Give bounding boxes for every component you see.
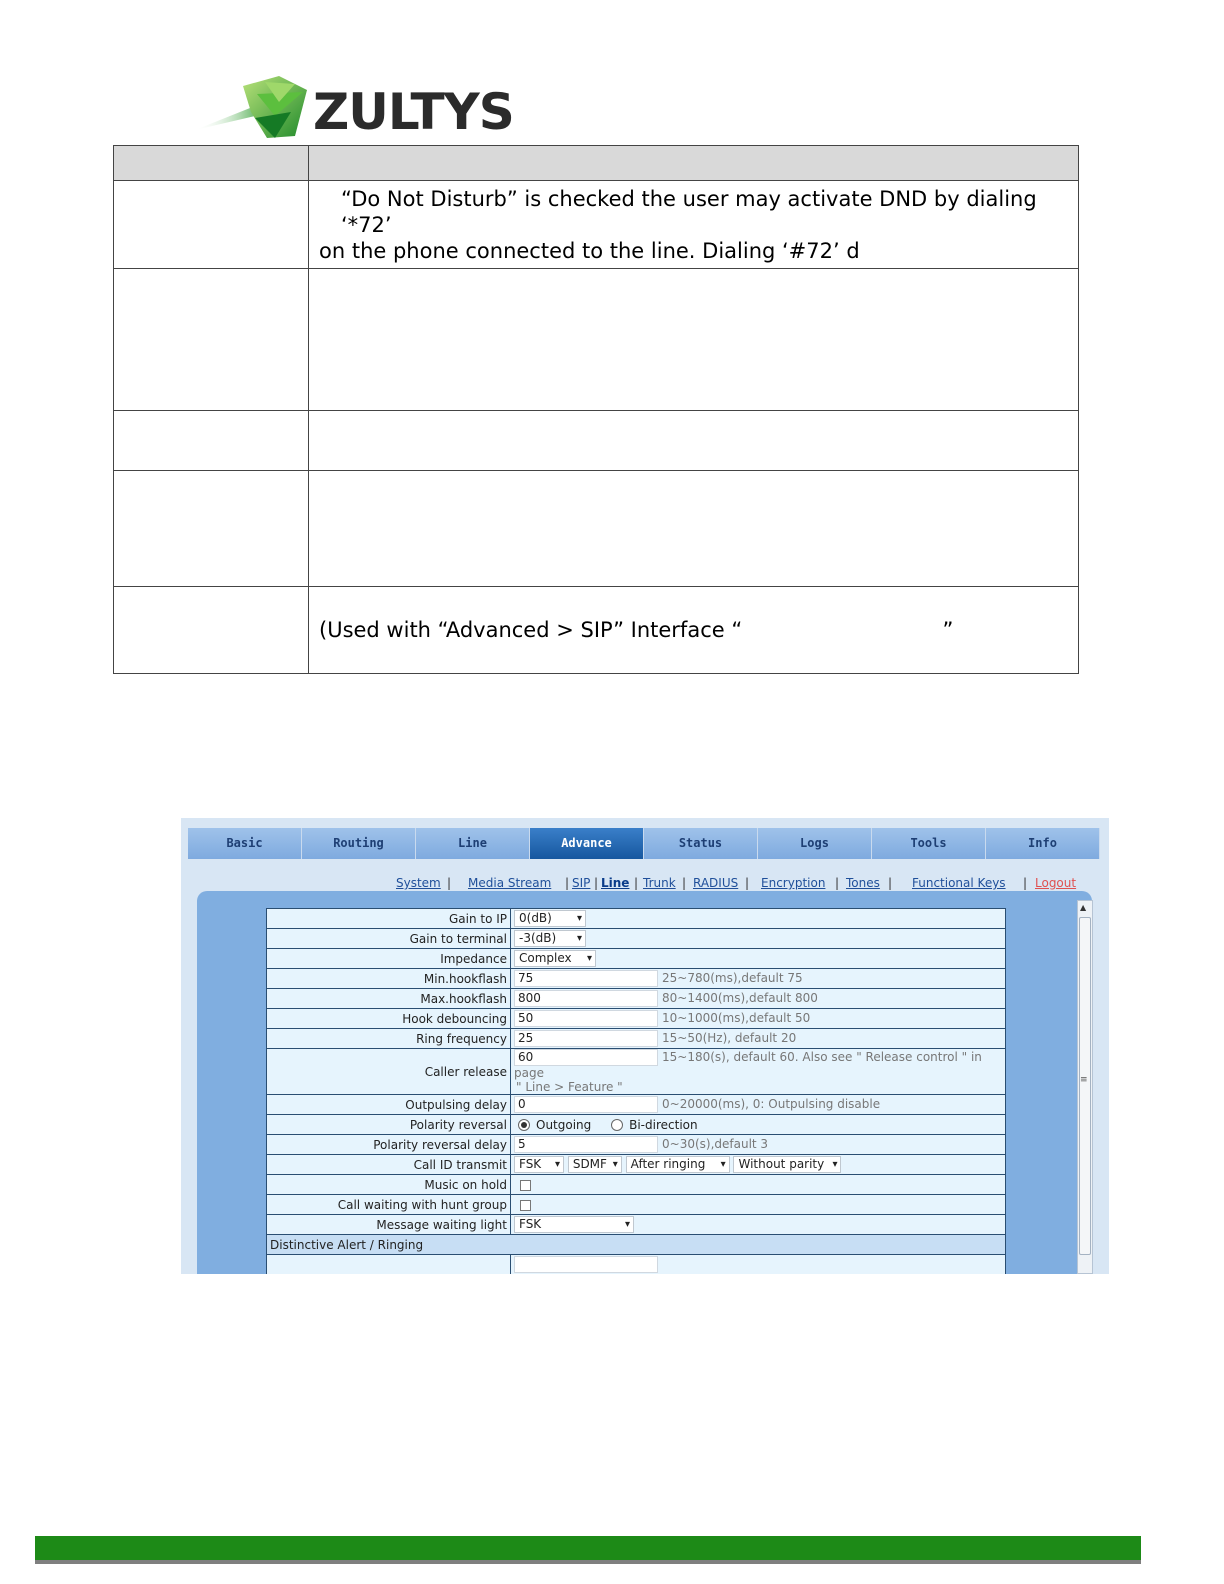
zultys-wordmark: ZULTYS	[313, 83, 514, 141]
table-row	[114, 411, 1079, 471]
table-cell-description	[309, 181, 1079, 269]
subnav-tones-link[interactable]: Tones	[846, 876, 880, 890]
subnav-line-link[interactable]: Line	[601, 876, 630, 890]
form-row-message-waiting-light	[267, 1215, 1006, 1235]
line-settings-form	[266, 908, 1006, 1274]
table-cell-name	[114, 269, 309, 411]
tab-line[interactable]: Line	[416, 828, 530, 859]
subnav-separator: |	[1023, 876, 1028, 890]
ring-frequency-label: Ring frequency	[267, 1029, 511, 1049]
alert-info-input[interactable]	[514, 1256, 658, 1273]
subnav-separator: |	[835, 876, 840, 890]
polarity-reversal-delay-hint: 0~30(s),default 3	[662, 1137, 769, 1151]
scroll-up-arrow-icon[interactable]: ▲	[1080, 903, 1087, 912]
advance-subnav	[181, 876, 1109, 892]
form-row-alert-info-partial	[267, 1255, 1006, 1275]
subnav-separator: |	[634, 876, 639, 890]
max-hookflash-hint: 80~1400(ms),default 800	[662, 991, 818, 1005]
subnav-system-link[interactable]: System	[396, 876, 441, 890]
message-waiting-light-select[interactable]: FSK ▾	[514, 1216, 634, 1233]
form-row-ring-frequency	[267, 1029, 1006, 1049]
gain-to-ip-select[interactable]: 0(dB) ▾	[514, 910, 586, 927]
gain-to-ip-label: Gain to IP	[267, 909, 511, 929]
subnav-media-stream-link[interactable]: Media Stream	[468, 876, 552, 890]
impedance-label: Impedance	[267, 949, 511, 969]
caller-release-hint-page: " Line > Feature "	[516, 1080, 623, 1094]
table-cell-description	[309, 411, 1079, 471]
tab-tools[interactable]: Tools	[872, 828, 986, 859]
header-cell-parameter	[114, 146, 309, 181]
tab-logs[interactable]: Logs	[758, 828, 872, 859]
footer-bar	[35, 1536, 1141, 1564]
outpulsing-delay-label: Outpulsing delay	[267, 1095, 511, 1115]
table-row	[114, 587, 1079, 674]
form-row-impedance	[267, 949, 1006, 969]
outpulsing-delay-input[interactable]: 0	[514, 1096, 658, 1113]
polarity-bidirection-radio[interactable]	[611, 1119, 623, 1131]
dnd-description-line2: on the phone connected to the line. Dialing ‘#72’ d	[319, 238, 860, 263]
ring-frequency-input[interactable]: 25	[514, 1030, 658, 1047]
gain-to-terminal-label: Gain to terminal	[267, 929, 511, 949]
caller-release-input[interactable]: 60	[514, 1049, 658, 1066]
tab-info[interactable]: Info	[986, 828, 1100, 859]
impedance-select[interactable]: Complex ▾	[514, 950, 596, 967]
min-hookflash-input[interactable]: 75	[514, 970, 658, 987]
header-cell-description	[309, 146, 1079, 181]
subnav-separator: |	[888, 876, 893, 890]
vertical-scrollbar[interactable]	[1077, 900, 1093, 1274]
table-cell-description	[309, 587, 1079, 674]
main-tab-bar	[188, 828, 1100, 859]
alert-info-label-cut	[267, 1255, 511, 1275]
tab-routing[interactable]: Routing	[302, 828, 416, 859]
form-row-max-hookflash	[267, 989, 1006, 1009]
hook-debouncing-hint: 10~1000(ms),default 50	[662, 1011, 811, 1025]
form-row-gain-to-terminal	[267, 929, 1006, 949]
sip-interface-note: (Used with “Advanced > SIP” Interface “ ”	[319, 618, 954, 642]
subnav-separator: |	[447, 876, 452, 890]
call-id-mode-select[interactable]: FSK ▾	[514, 1156, 564, 1173]
outpulsing-delay-hint: 0~20000(ms), 0: Outpulsing disable	[662, 1097, 881, 1111]
form-row-polarity-reversal-delay	[267, 1135, 1006, 1155]
table-row	[114, 471, 1079, 587]
table-cell-name	[114, 471, 309, 587]
call-waiting-hunt-label: Call waiting with hunt group	[267, 1195, 511, 1215]
hook-debouncing-label: Hook debouncing	[267, 1009, 511, 1029]
distinctive-alert-heading: Distinctive Alert / Ringing	[267, 1235, 1006, 1255]
subnav-separator: |	[565, 876, 570, 890]
music-on-hold-label: Music on hold	[267, 1175, 511, 1195]
form-row-outpulsing-delay	[267, 1095, 1006, 1115]
tab-status[interactable]: Status	[644, 828, 758, 859]
message-waiting-light-label: Message waiting light	[267, 1215, 511, 1235]
scrollbar-thumb[interactable]	[1079, 917, 1091, 1255]
call-id-parity-select[interactable]: Without parity ▾	[733, 1156, 841, 1173]
gain-to-terminal-select[interactable]: -3(dB) ▾	[514, 930, 586, 947]
polarity-outgoing-radio[interactable]	[518, 1119, 530, 1131]
form-row-hook-debouncing	[267, 1009, 1006, 1029]
subnav-separator: |	[682, 876, 687, 890]
min-hookflash-hint: 25~780(ms),default 75	[662, 971, 803, 985]
form-section-distinctive-alert	[267, 1235, 1006, 1255]
max-hookflash-input[interactable]: 800	[514, 990, 658, 1007]
form-row-min-hookflash	[267, 969, 1006, 989]
subnav-trunk-link[interactable]: Trunk	[643, 876, 676, 890]
form-row-gain-to-ip	[267, 909, 1006, 929]
form-row-caller-release	[267, 1049, 1006, 1095]
form-row-polarity-reversal	[267, 1115, 1006, 1135]
subnav-sip-link[interactable]: SIP	[572, 876, 591, 890]
hook-debouncing-input[interactable]: 50	[514, 1010, 658, 1027]
call-id-transmit-label: Call ID transmit	[267, 1155, 511, 1175]
tab-advance[interactable]: Advance	[530, 828, 644, 859]
call-id-timing-select[interactable]: After ringing ▾	[626, 1156, 730, 1173]
polarity-reversal-label: Polarity reversal	[267, 1115, 511, 1135]
subnav-functional-keys-link[interactable]: Functional Keys	[912, 876, 1006, 890]
call-id-format-select[interactable]: SDMF ▾	[568, 1156, 622, 1173]
table-cell-name	[114, 411, 309, 471]
table-cell-name	[114, 181, 309, 269]
scrollbar-grip-icon: ≡	[1080, 1075, 1088, 1085]
table-cell-description	[309, 471, 1079, 587]
subnav-separator: |	[745, 876, 750, 890]
min-hookflash-label: Min.hookflash	[267, 969, 511, 989]
subnav-encryption-link[interactable]: Encryption	[761, 876, 826, 890]
polarity-bidirection-label: Bi-direction	[629, 1117, 698, 1132]
line-settings-screenshot	[181, 818, 1109, 1274]
table-cell-name	[114, 587, 309, 674]
logout-link[interactable]: Logout	[1035, 876, 1077, 890]
form-row-call-id-transmit	[267, 1155, 1006, 1175]
tab-basic[interactable]: Basic	[188, 828, 302, 859]
polarity-reversal-delay-input[interactable]: 5	[514, 1136, 658, 1153]
polarity-outgoing-label: Outgoing	[536, 1117, 592, 1132]
subnav-separator: |	[594, 876, 599, 890]
table-row	[114, 269, 1079, 411]
subnav-radius-link[interactable]: RADIUS	[693, 876, 739, 890]
form-row-call-waiting-hunt	[267, 1195, 1006, 1215]
caller-release-hint: 15~180(s), default 60. Also see " Release control " in page	[514, 1050, 982, 1080]
max-hookflash-label: Max.hookflash	[267, 989, 511, 1009]
caller-release-label: Caller release	[267, 1049, 511, 1095]
music-on-hold-checkbox[interactable]	[520, 1180, 531, 1191]
table-header-row	[114, 146, 1079, 181]
zultys-logo-mark-icon	[195, 72, 315, 144]
polarity-reversal-delay-label: Polarity reversal delay	[267, 1135, 511, 1155]
form-row-music-on-hold	[267, 1175, 1006, 1195]
dnd-description-line1: “Do Not Disturb” is checked the user may activate DND by dialing ‘*72’	[341, 186, 1037, 237]
table-row	[114, 181, 1079, 269]
table-cell-description	[309, 269, 1079, 411]
ring-frequency-hint: 15~50(Hz), default 20	[662, 1031, 797, 1045]
zultys-logo	[195, 72, 525, 144]
call-waiting-hunt-checkbox[interactable]	[520, 1200, 531, 1211]
parameter-table	[113, 145, 1079, 674]
